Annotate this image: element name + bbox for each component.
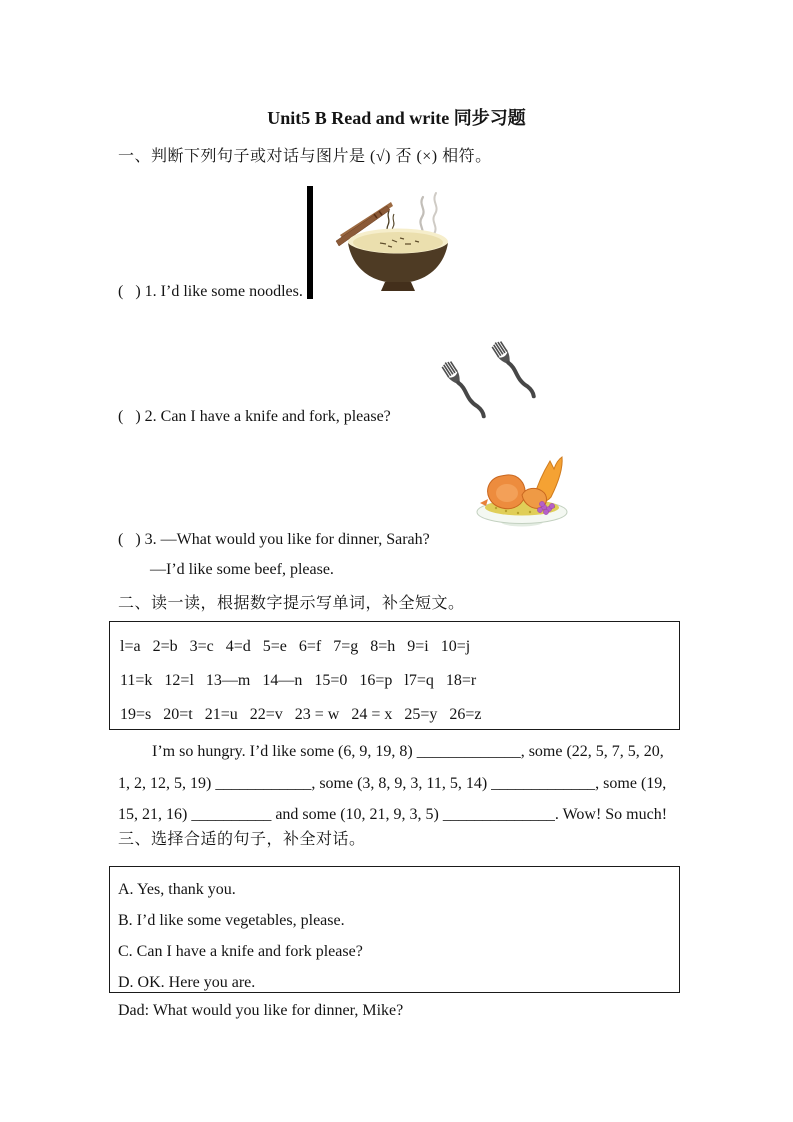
section1-heading: 一、判断下列句子或对话与图片是 (√) 否 (×) 相符。	[118, 148, 492, 165]
code-row-3: 19=s 20=t 21=u 22=v 23 = w 24 = x 25=y 26=z	[120, 706, 482, 723]
question2-text: ( ) 2. Can I have a knife and fork, please?	[118, 408, 391, 425]
noodle-bowl-icon	[330, 191, 462, 293]
section3-heading: 三、选择合适的句子，补全对话。	[118, 831, 366, 848]
passage-line-2: 1, 2, 12, 5, 19) ____________, some (3, 8, 9, 3, 11, 5, 14) _____________, some (19,	[118, 774, 667, 792]
two-forks-icon	[420, 336, 538, 424]
letter-code-box	[109, 621, 680, 730]
option-b: B. I’d like some vegetables, please.	[118, 912, 345, 929]
question3-line1: ( ) 3. —What would you like for dinner, Sarah?	[118, 531, 430, 548]
option-c: C. Can I have a knife and fork please?	[118, 943, 363, 960]
noodle-bowl-illustration	[330, 191, 462, 293]
code-row-1: l=a 2=b 3=c 4=d 5=e 6=f 7=g 8=h 9=i 10=j	[120, 638, 471, 655]
dialogue-dad-line: Dad: What would you like for dinner, Mike?	[118, 1002, 404, 1019]
options-box	[109, 866, 680, 993]
fried-fish-icon	[474, 447, 570, 531]
divider-bar	[307, 186, 313, 299]
passage-line-1: I’m so hungry. I’d like some (6, 9, 19, 8) _____________, some (22, 5, 7, 5, 20,	[152, 743, 664, 760]
code-row-2: 11=k 12=l 13—m 14—n 15=0 16=p l7=q 18=r	[120, 672, 477, 689]
question3-line2: —I’d like some beef, please.	[150, 561, 334, 578]
passage-line-3: 15, 21, 16) __________ and some (10, 21, 9, 3, 5) ______________. Wow! So much!	[118, 806, 668, 823]
option-a: A. Yes, thank you.	[118, 881, 236, 898]
forks-illustration	[420, 336, 538, 424]
question1-text: ( ) 1. I’d like some noodles.	[118, 283, 303, 300]
section2-heading: 二、读一读，根据数字提示写单词，补全短文。	[118, 595, 465, 612]
page-title: Unit5 B Read and write 同步习题	[267, 108, 526, 128]
fish-plate-illustration	[474, 447, 570, 531]
option-d: D. OK. Here you are.	[118, 974, 256, 991]
fill-in-passage	[118, 736, 684, 831]
